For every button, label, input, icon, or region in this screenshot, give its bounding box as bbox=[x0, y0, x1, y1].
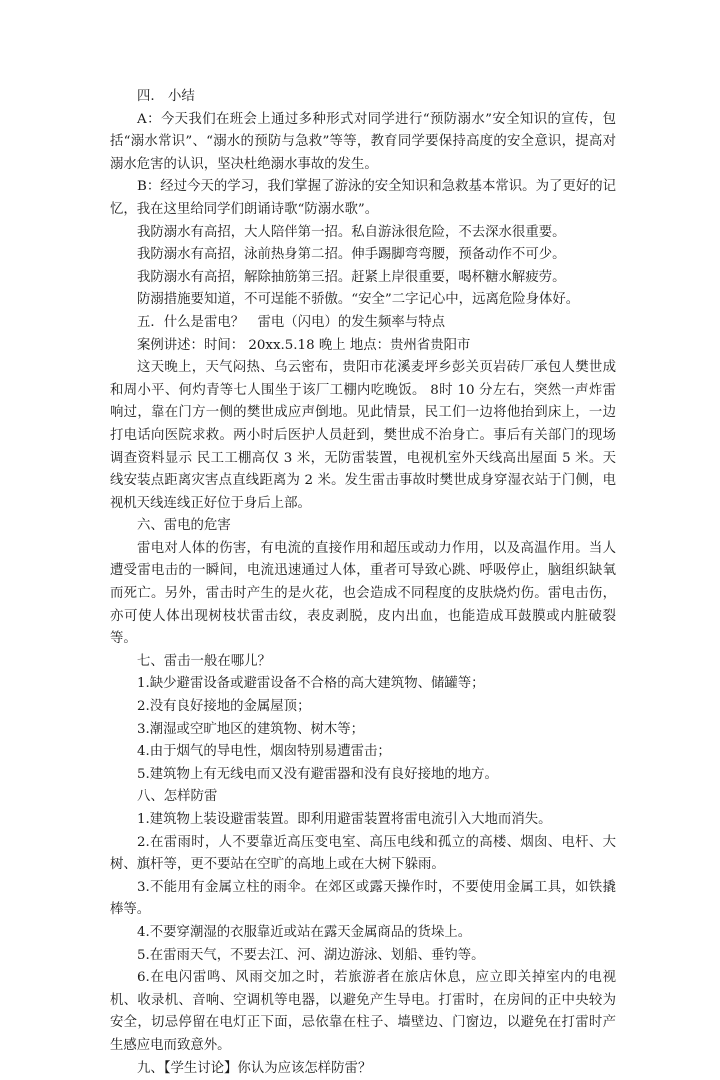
list-item: 2.在雷雨时，人不要靠近高压变电室、高压电线和孤立的高楼、烟囱、电杆、大树、旗杆等，更不要站在空旷的高地上或在大树下躲雨。 bbox=[110, 834, 616, 873]
list-item: 2.没有良好接地的金属屋顶； bbox=[137, 699, 311, 715]
list-item: 1.建筑物上装设避雷装置。即利用避雷装置将雷电流引入大地而消失。 bbox=[137, 812, 552, 827]
list-item: 3.不能用有金属立柱的雨伞。在郊区或露天操作时，不要使用金属工具，如铁撬棒等。 bbox=[110, 879, 616, 918]
section-7-title: 七、雷击一般在哪儿？ bbox=[137, 653, 271, 669]
case-paragraph: 这天晚上，天气闷热、乌云密布，贵阳市花溪麦坪乡彭关页岩砖厂承包人樊世成和周小平、何灼青等七人围坐于该厂工棚内吃晚饭。 8时 10 分左右，突然一声炸雷响过，靠在门方一侧的樊世成应声倒地。见此情景，民工们一边将他抬到床上，一边打电话向医院求救。两小时后医护人员赶到，樊世成不治身亡。事后有关部门的现场调查资料显示 民工工棚高仅 3 米，无防雷装置，电视机室外天线高出屋面 5 米。天线安装点距离灾害点直线距离为 2 米。发生雷击事故时樊世成身穿湿衣站于门侧，电视机天线连线正好位于身后上部。 bbox=[110, 360, 616, 511]
case-heading: 案例讲述：时间： 20xx.5.18 晚上 地点：贵州省贵阳市 bbox=[137, 337, 471, 353]
section-4-title: 四. 小结 bbox=[137, 89, 195, 104]
poem-line: 防溺措施要知道，不可逞能不骄傲。“安全”二字记心中，远离危险身体好。 bbox=[137, 292, 580, 308]
poem-line: 我防溺水有高招，泳前热身第二招。伸手踢脚弯弯腰，预备动作不可少。 bbox=[137, 247, 566, 263]
list-item: 4.由于烟气的导电性，烟囱特别易遭雷击； bbox=[137, 744, 391, 760]
section-9-title: 九、【学生讨论】你认为应该怎样防雷？ bbox=[137, 1060, 372, 1076]
list-item: 1.缺少避雷设备或避雷设备不合格的高大建筑物、储罐等； bbox=[137, 676, 485, 692]
section-6-title: 六、雷电的危害 bbox=[137, 518, 231, 534]
section-4-paragraph-b: B：经过今天的学习，我们掌握了游泳的安全知识和急救基本常识。为了更好的记忆，我在这里给同学们朗诵诗歌“防溺水歌”。 bbox=[110, 179, 616, 217]
list-item: 4.不要穿潮湿的衣服靠近或站在露天金属商品的货垛上。 bbox=[137, 924, 472, 940]
section-6-paragraph: 雷电对人体的伤害，有电流的直接作用和超压或动力作用，以及高温作用。当人遭受雷电击的一瞬间，电流迅速通过人体，重者可导致心跳、呼吸停止，脑组织缺氧而死亡。另外，雷击时产生的是火花，也会造成不同程度的皮肤烧灼伤。雷电击伤，亦可使人体出现树枝状雷击纹，表皮剥脱，皮内出血，也能造成耳鼓膜或内脏破裂等。 bbox=[110, 540, 616, 647]
poem-line: 我防溺水有高招，解除抽筋第三招。赶紧上岸很重要，喝杯糖水解疲劳。 bbox=[137, 269, 566, 285]
section-5-title: 五．什么是雷电？ 雷电（闪电）的发生频率与特点 bbox=[137, 314, 445, 330]
section-8-title: 八、怎样防雷 bbox=[137, 789, 218, 805]
list-item: 5.在雷雨天气，不要去江、河、湖边游泳、划船、垂钓等。 bbox=[137, 947, 485, 963]
document-page bbox=[110, 86, 616, 1080]
list-item: 6.在电闪雷鸣、风雨交加之时，若旅游者在旅店休息，应立即关掉室内的电视机、收录机、音响、空调机等电器，以避免产生导电。打雷时，在房间的正中央较为安全，切忌停留在电灯正下面，忌依靠在柱子、墙壁边、门窗边，以避免在打雷时产生感应电而致意外。 bbox=[110, 970, 616, 1053]
poem-line: 我防溺水有高招，大人陪伴第一招。私自游泳很危险，不去深水很重要。 bbox=[137, 224, 566, 240]
list-item: 3.潮湿或空旷地区的建筑物、树木等； bbox=[137, 721, 365, 737]
list-item: 5.建筑物上有无线电而又没有避雷器和没有良好接地的地方。 bbox=[137, 766, 498, 782]
section-4-paragraph-a: A：今天我们在班会上通过多种形式对同学进行“预防溺水”安全知识的宣传，包括“溺水常识”、“溺水的预防与急救”等等，教育同学要保持高度的安全意识，提高对溺水危害的认识，坚决杜绝溺水事故的发生。 bbox=[110, 111, 616, 172]
